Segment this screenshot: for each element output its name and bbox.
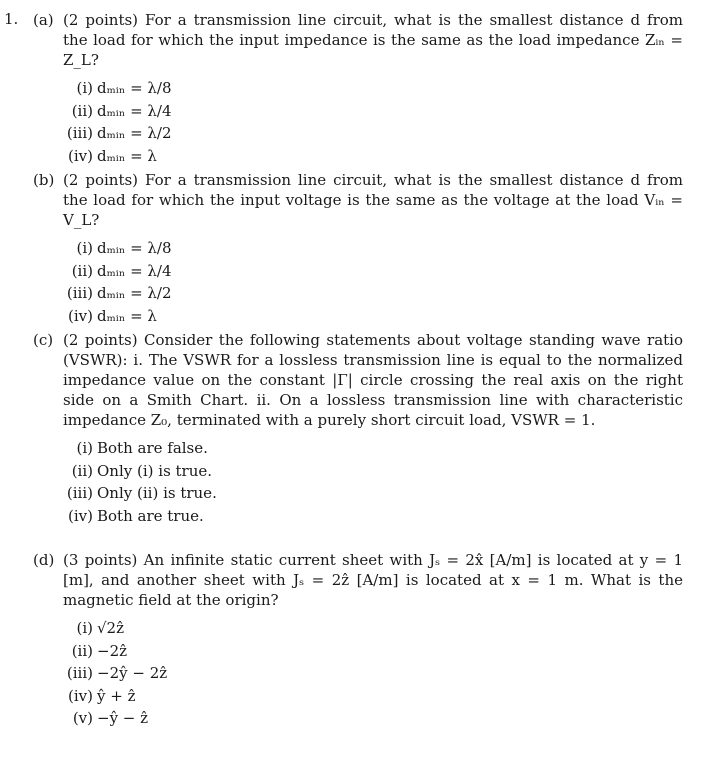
option-label: (ii) bbox=[71, 261, 93, 280]
option-text: Only (i) is true. bbox=[97, 461, 213, 480]
part-b-text: (2 points) For a transmission line circuit, what is the smallest distance d from the load for which the input voltage is the same as the voltage at the load Vᵢₙ = V_L? bbox=[63, 171, 683, 229]
option-d-v[interactable] bbox=[63, 707, 683, 730]
option-label: (iv) bbox=[68, 686, 93, 705]
option-d-iv[interactable] bbox=[63, 685, 683, 708]
option-c-iii[interactable] bbox=[63, 482, 683, 505]
option-c-i[interactable] bbox=[63, 437, 683, 460]
option-text: dₘᵢₙ = λ bbox=[97, 146, 157, 165]
option-a-i[interactable] bbox=[63, 77, 683, 100]
part-b-options bbox=[63, 237, 683, 327]
option-label: (i) bbox=[76, 79, 93, 97]
option-label: (ii) bbox=[71, 641, 93, 660]
question-number: 1. bbox=[4, 10, 19, 28]
option-text: −ŷ − ẑ bbox=[97, 709, 149, 727]
option-text: ŷ + ẑ bbox=[97, 686, 136, 705]
part-a-stem bbox=[33, 10, 683, 70]
part-d-text: (3 points) An infinite static current sheet with Jₛ = 2x̂ [A/m] is located at y = 1 [m], and another sheet with Jₛ = 2ẑ [A/m] is located at x = 1 m. What is the magnetic field at the origin? bbox=[63, 551, 683, 609]
option-d-ii[interactable] bbox=[63, 640, 683, 663]
option-label: (v) bbox=[72, 709, 93, 727]
part-a-text: (2 points) For a transmission line circuit, what is the smallest distance d from the load for which the input impedance is the same as the load impedance Zᵢₙ = Z_L? bbox=[63, 11, 683, 69]
option-label: (iv) bbox=[68, 146, 93, 165]
option-b-i[interactable] bbox=[63, 237, 683, 260]
part-b-stem bbox=[33, 170, 683, 230]
option-text: dₘᵢₙ = λ/4 bbox=[97, 101, 172, 120]
part-c-text: (2 points) Consider the following statements about voltage standing wave ratio (VSWR): i. The VSWR for a lossless transmission line is equal to the normalized impedance value on the constant |Γ| circle crossing the real axis on the right side on a Smith Chart. ii. On a lossless transmission line with characteristic impedance Z₀, terminated with a purely short circuit load, VSWR = 1. bbox=[63, 331, 683, 429]
option-label: (ii) bbox=[71, 461, 93, 480]
option-label: (iii) bbox=[66, 484, 93, 502]
option-label: (i) bbox=[76, 619, 93, 637]
option-label: (iii) bbox=[66, 664, 93, 682]
part-b bbox=[33, 170, 683, 327]
option-b-iv[interactable] bbox=[63, 305, 683, 328]
part-b-label: (b) bbox=[33, 171, 55, 189]
option-label: (ii) bbox=[71, 101, 93, 120]
part-a-label: (a) bbox=[33, 11, 54, 29]
option-text: −2ŷ − 2ẑ bbox=[97, 664, 168, 682]
part-d bbox=[33, 550, 683, 730]
option-text: dₘᵢₙ = λ/2 bbox=[97, 284, 172, 302]
option-text: Only (ii) is true. bbox=[97, 484, 217, 502]
option-a-iv[interactable] bbox=[63, 145, 683, 168]
option-text: −2ẑ bbox=[97, 641, 128, 660]
option-c-ii[interactable] bbox=[63, 460, 683, 483]
option-b-iii[interactable] bbox=[63, 282, 683, 305]
option-label: (iii) bbox=[66, 124, 93, 142]
option-text: dₘᵢₙ = λ/4 bbox=[97, 261, 172, 280]
option-label: (i) bbox=[76, 239, 93, 257]
option-c-iv[interactable] bbox=[63, 505, 683, 528]
option-text: dₘᵢₙ = λ/2 bbox=[97, 124, 172, 142]
option-b-ii[interactable] bbox=[63, 260, 683, 283]
part-d-stem bbox=[33, 550, 683, 610]
option-text: Both are false. bbox=[97, 439, 208, 457]
option-text: dₘᵢₙ = λ/8 bbox=[97, 239, 172, 257]
option-text: dₘᵢₙ = λ bbox=[97, 306, 157, 325]
option-text: Both are true. bbox=[97, 506, 204, 525]
part-d-options bbox=[63, 617, 683, 730]
option-label: (iv) bbox=[68, 506, 93, 525]
part-c-stem bbox=[33, 330, 683, 430]
option-text: √2ẑ bbox=[97, 619, 125, 637]
part-c bbox=[33, 330, 683, 527]
option-d-i[interactable] bbox=[63, 617, 683, 640]
option-d-iii[interactable] bbox=[63, 662, 683, 685]
option-label: (iii) bbox=[66, 284, 93, 302]
option-text: dₘᵢₙ = λ/8 bbox=[97, 79, 172, 97]
option-label: (i) bbox=[76, 439, 93, 457]
option-a-ii[interactable] bbox=[63, 100, 683, 123]
part-c-options bbox=[63, 437, 683, 527]
part-a-options bbox=[63, 77, 683, 167]
option-a-iii[interactable] bbox=[63, 122, 683, 145]
option-label: (iv) bbox=[68, 306, 93, 325]
part-c-label: (c) bbox=[33, 331, 54, 349]
part-a bbox=[33, 10, 683, 167]
part-d-label: (d) bbox=[33, 551, 55, 569]
